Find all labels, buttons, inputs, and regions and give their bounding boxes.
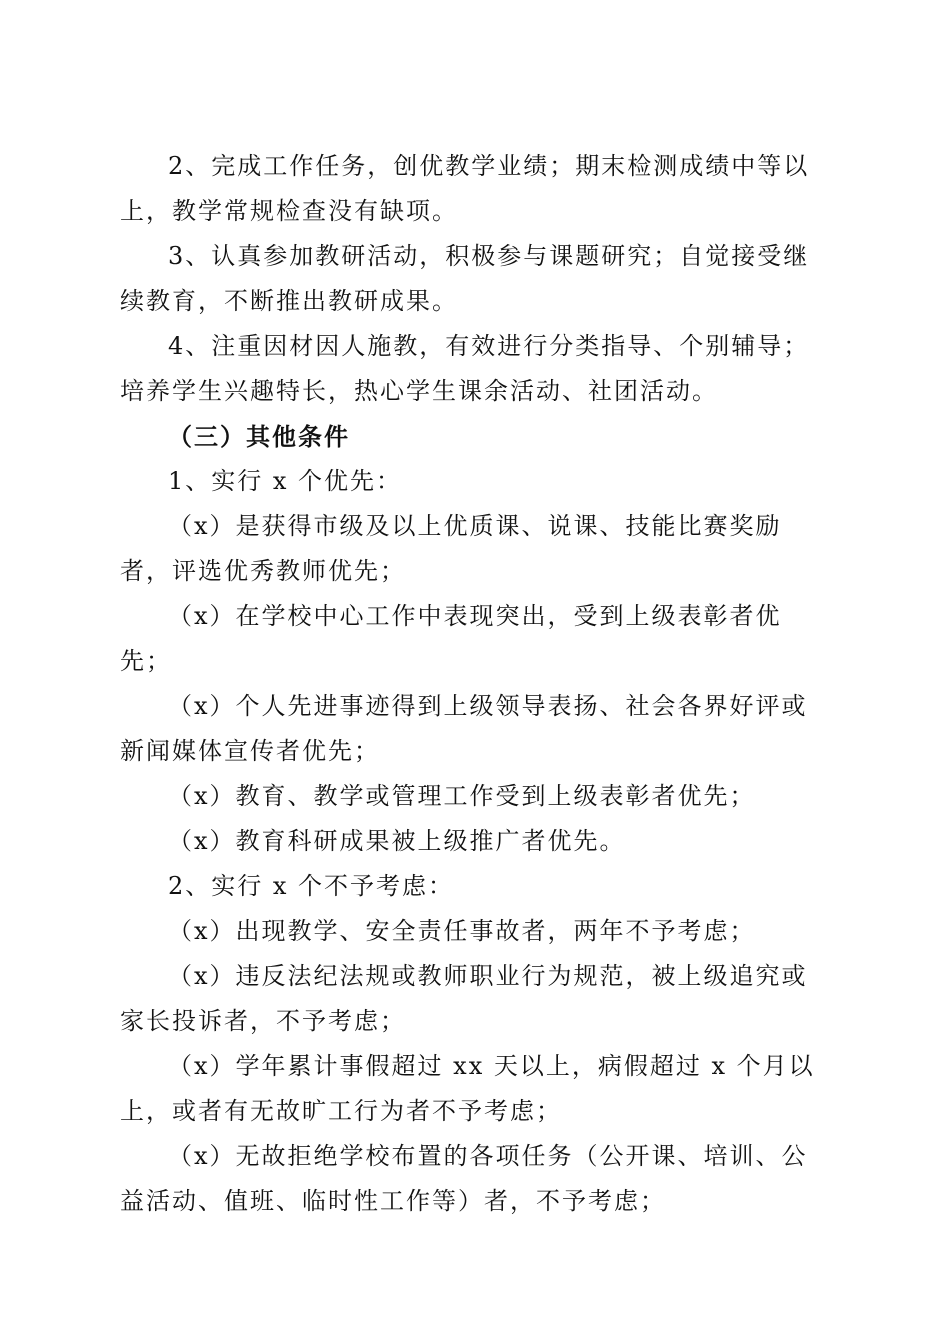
- exclusion-point: （x）违反法纪法规或教师职业行为规范，被上级追究或家长投诉者，不予考虑；: [120, 962, 808, 1035]
- paragraph-item-3: 3、认真参加教研活动，积极参与课题研究；自觉接受继续教育，不断推出教研成果。: [120, 242, 810, 315]
- exclusion-point: （x）学年累计事假超过 xx 天以上，病假超过 x 个月以上，或者有无故旷工行为者不予考虑；: [120, 1052, 815, 1125]
- document-page: [120, 144, 830, 1224]
- exclusion-point: （x）出现教学、安全责任事故者，两年不予考虑；: [168, 917, 756, 945]
- paragraph-item-2: 2、完成工作任务，创优教学业绩；期末检测成绩中等以上，教学常规检查没有缺项。: [120, 152, 810, 225]
- priority-point: （x）教育、教学或管理工作受到上级表彰者优先；: [168, 782, 756, 810]
- section-heading: （三）其他条件: [168, 422, 350, 451]
- exclusion-point: （x）无故拒绝学校布置的各项任务（公开课、培训、公益活动、值班、临时性工作等）者，不予考虑；: [120, 1142, 808, 1215]
- priority-point: （x）教育科研成果被上级推广者优先。: [168, 827, 626, 855]
- priority-list-title: 1、实行 x 个优先：: [168, 467, 403, 495]
- paragraph-item-4: 4、注重因材因人施教，有效进行分类指导、个别辅导；培养学生兴趣特长，热心学生课余活动、社团活动。: [120, 332, 810, 405]
- priority-point: （x）是获得市级及以上优质课、说课、技能比赛奖励者，评选优秀教师优先；: [120, 512, 782, 585]
- priority-point: （x）个人先进事迹得到上级领导表扬、社会各界好评或新闻媒体宣传者优先；: [120, 692, 808, 765]
- exclusion-list-title: 2、实行 x 个不予考虑：: [168, 872, 455, 900]
- priority-point: （x）在学校中心工作中表现突出，受到上级表彰者优先；: [120, 602, 782, 675]
